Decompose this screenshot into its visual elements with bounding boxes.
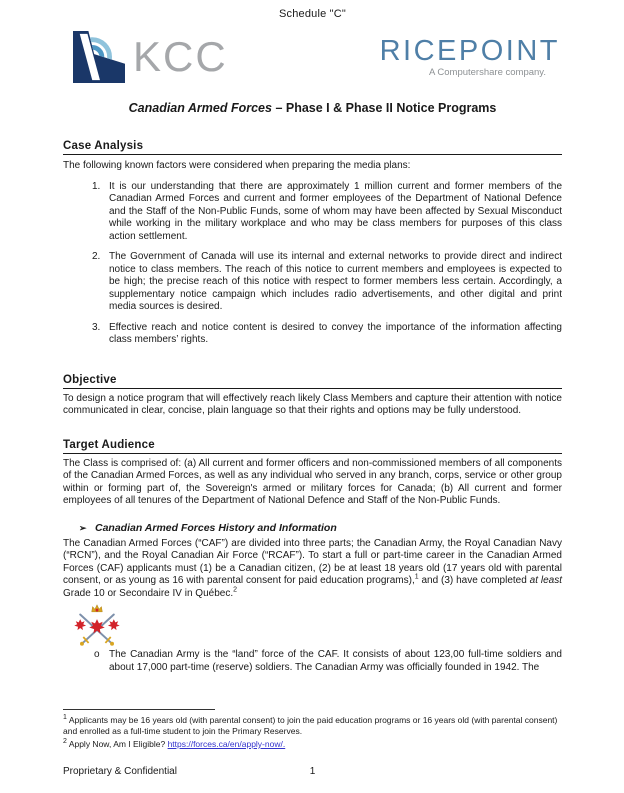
paragraph-segment: Grade 10 or Secondaire IV in Québec.	[63, 587, 234, 599]
page-number: 1	[309, 766, 316, 777]
list-number: 3.	[92, 321, 101, 333]
paragraph-segment: and (3) have completed	[418, 575, 530, 586]
apply-now-link[interactable]: https://forces.ca/en/apply-now/.	[167, 739, 286, 749]
case-analysis-item-2	[63, 251, 562, 314]
page-footer	[63, 766, 562, 779]
ricepoint-tagline: A Computershare company.	[428, 67, 546, 79]
paragraph-segment-italic: at least	[529, 575, 562, 586]
caf-history-subheading-text: Canadian Armed Forces History and Information	[95, 521, 337, 534]
kcc-logo	[73, 31, 228, 83]
case-analysis-item-3	[63, 322, 562, 347]
case-analysis-intro: The following known factors were considered when preparing the media plans:	[63, 160, 411, 171]
arrow-bullet-icon: ➢	[79, 522, 87, 533]
footnote-text: Apply Now, Am I Eligible?	[68, 739, 168, 749]
target-audience-paragraph: The Class is comprised of: (a) All current and former officers and non-commissioned members of all components of the Canadian Armed Forces, as well as any individual who served in any branch, corps, service or other group within or forming part of, the Sovereign's armed or military forces for Canada; (b) All current and former employees of all tenures of the Department of National Defence and Staff of the Non-Public Funds.	[63, 457, 562, 506]
caf-history-paragraph	[63, 538, 562, 601]
footnote-ref-1: 1	[414, 573, 419, 581]
footnote-number: 2	[63, 738, 67, 746]
footnote-area	[63, 709, 562, 779]
list-item-text: It is our understanding that there are approximately 1 million current and former members of the Canadian Armed Forces and current and former employees of the Department of National Defence and the Staff of the Non-Public Funds, some of whom may have been affected by Sexual Misconduct while working in the military workplace and who may be class members for purposes of this class action settlement.	[109, 180, 562, 242]
footnote-2	[63, 739, 562, 750]
kcc-logo-icon	[73, 31, 125, 83]
case-analysis-item-1	[63, 181, 562, 244]
army-bullet-text: The Canadian Army is the “land” force of the CAF. It consists of about 123,00 full-time soldiers and about 17,000 part-time (reserve) soldiers. The Canadian Army was officially founded in 1942. The	[109, 649, 562, 673]
document-title-rest: – Phase I & Phase II Notice Programs	[271, 101, 497, 115]
section-heading-target-audience: Target Audience	[63, 439, 562, 454]
section-heading-objective: Objective	[63, 374, 562, 389]
kcc-wordmark: KCC	[133, 33, 228, 80]
circle-bullet: o	[94, 649, 100, 660]
ricepoint-logo	[380, 36, 560, 78]
footnote-number: 1	[63, 714, 67, 722]
footnote-divider	[63, 709, 215, 710]
schedule-label: Schedule "C"	[278, 8, 347, 20]
canadian-army-emblem	[70, 603, 562, 649]
footnote-ref-2: 2	[233, 586, 238, 594]
objective-paragraph: To design a notice program that will effectively reach likely Class Members and capture their attention with notice communicated in clear, concise, plain language so that their rights and options may be fully understood.	[63, 392, 562, 416]
logo-header	[63, 28, 562, 86]
army-bullet-item	[63, 649, 562, 674]
paragraph-segment: The Canadian Armed Forces (“CAF”) are divided into three parts; the Canadian Army, the Royal Canadian Navy (“RCN”), and the Royal Canadian Air Force (“RCAF”). To start a full or part-time career in the Canadian Armed Forces (CAF) applicants must (1) be a Canadian citizen, (2) be at least 18 years old (17 years old with parental consent, or as young as 16 with parental consent for paid education programs),	[63, 537, 562, 586]
document-title	[63, 101, 562, 115]
footnote-1	[63, 715, 562, 737]
document-title-italic: Canadian Armed Forces	[128, 101, 272, 115]
ricepoint-wordmark: RICEPOINT	[379, 34, 560, 67]
caf-history-subheading	[63, 522, 562, 534]
list-item-text: Effective reach and notice content is desired to convey the importance of the information affecting class members’ rights.	[109, 321, 562, 345]
list-item-text: The Government of Canada will use its internal and external networks to provide direct and indirect notice to class members. The reach of this notice to current members and employees is expected to be high; the precise reach of this notice with respect to former members less certain. Accordingly, a supplementary notice campaign which includes radio advertisements, and other digital and print media sources is desired.	[109, 251, 562, 312]
list-number: 1.	[92, 180, 101, 192]
confidentiality-label: Proprietary & Confidential	[63, 766, 177, 777]
footnote-text: Applicants may be 16 years old (with parental consent) to join the paid education programs or 16 years old (with parental consent) and enrolled as a full-time student to join the Primary Reserves.	[63, 715, 558, 736]
canadian-army-emblem-icon	[70, 603, 124, 649]
list-number: 2.	[92, 251, 101, 262]
section-heading-case-analysis: Case Analysis	[63, 140, 562, 155]
